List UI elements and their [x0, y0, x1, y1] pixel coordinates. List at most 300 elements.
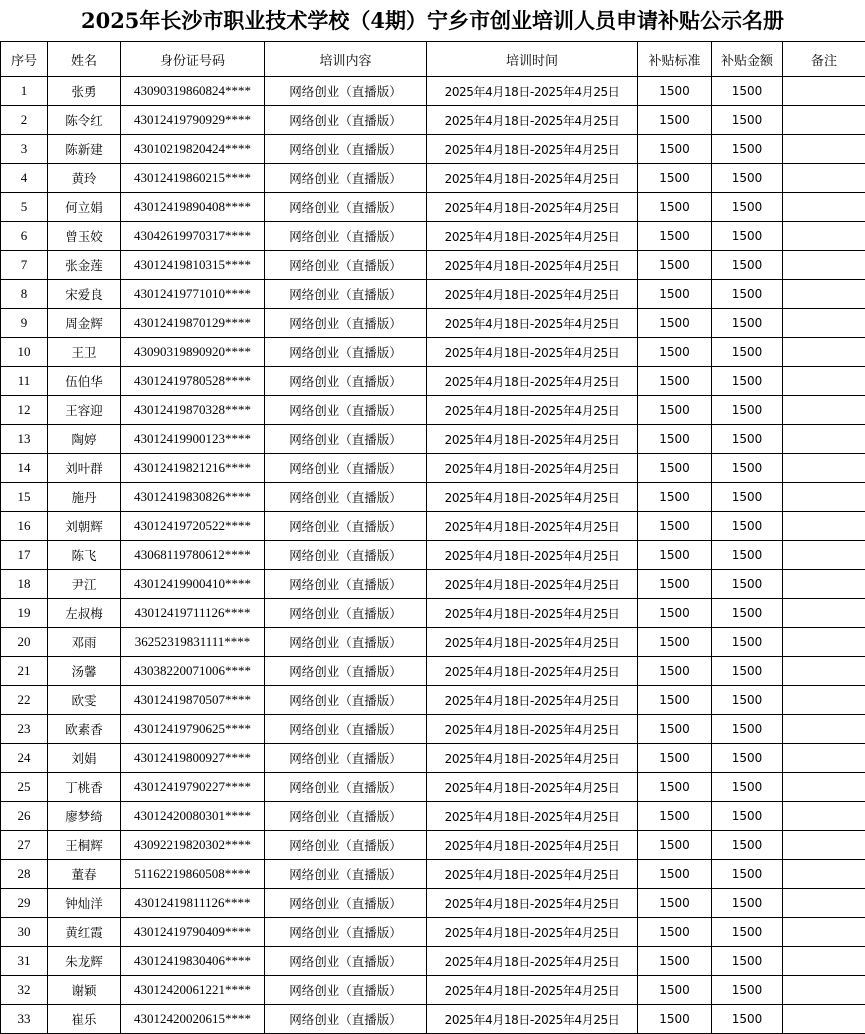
cell-name: 张金莲 [48, 251, 121, 280]
cell-no: 13 [1, 425, 48, 454]
cell-id-number: 43012419811126**** [121, 889, 265, 918]
column-header-note: 备注 [783, 42, 865, 77]
cell-name: 张勇 [48, 77, 121, 106]
column-header-name: 姓名 [48, 42, 121, 77]
cell-note [783, 396, 865, 425]
cell-subsidy-amount: 1500 [712, 135, 783, 164]
cell-subsidy-standard: 1500 [638, 396, 712, 425]
cell-no: 28 [1, 860, 48, 889]
cell-subsidy-amount: 1500 [712, 570, 783, 599]
column-header-amount: 补贴金额 [712, 42, 783, 77]
table-row [1, 802, 865, 831]
cell-id-number: 51162219860508**** [121, 860, 265, 889]
cell-name: 陈飞 [48, 541, 121, 570]
cell-id-number: 43012419771010**** [121, 280, 265, 309]
cell-training-period: 2025年4月18日-2025年4月25日 [427, 918, 638, 947]
cell-id-number: 43012419830406**** [121, 947, 265, 976]
cell-subsidy-standard: 1500 [638, 512, 712, 541]
cell-training-period: 2025年4月18日-2025年4月25日 [427, 454, 638, 483]
cell-training-period: 2025年4月18日-2025年4月25日 [427, 164, 638, 193]
cell-id-number: 43012419711126**** [121, 599, 265, 628]
cell-subsidy-standard: 1500 [638, 889, 712, 918]
cell-training-period: 2025年4月18日-2025年4月25日 [427, 367, 638, 396]
cell-training-period: 2025年4月18日-2025年4月25日 [427, 338, 638, 367]
cell-subsidy-standard: 1500 [638, 686, 712, 715]
cell-training-content: 网络创业（直播版） [265, 164, 427, 193]
cell-no: 8 [1, 280, 48, 309]
cell-id-number: 43012419790929**** [121, 106, 265, 135]
cell-subsidy-standard: 1500 [638, 454, 712, 483]
cell-training-period: 2025年4月18日-2025年4月25日 [427, 77, 638, 106]
cell-name: 尹江 [48, 570, 121, 599]
cell-note [783, 715, 865, 744]
cell-subsidy-standard: 1500 [638, 338, 712, 367]
table-row [1, 1005, 865, 1034]
table-row [1, 483, 865, 512]
cell-subsidy-standard: 1500 [638, 77, 712, 106]
table-row [1, 512, 865, 541]
cell-name: 谢颖 [48, 976, 121, 1005]
cell-training-content: 网络创业（直播版） [265, 280, 427, 309]
cell-training-period: 2025年4月18日-2025年4月25日 [427, 831, 638, 860]
cell-subsidy-amount: 1500 [712, 77, 783, 106]
cell-subsidy-standard: 1500 [638, 309, 712, 338]
table-row [1, 686, 865, 715]
cell-name: 廖梦绮 [48, 802, 121, 831]
cell-training-period: 2025年4月18日-2025年4月25日 [427, 947, 638, 976]
cell-id-number: 43012419860215**** [121, 164, 265, 193]
table-row [1, 918, 865, 947]
cell-note [783, 686, 865, 715]
cell-training-period: 2025年4月18日-2025年4月25日 [427, 860, 638, 889]
cell-name: 黄红霞 [48, 918, 121, 947]
cell-subsidy-standard: 1500 [638, 918, 712, 947]
cell-note [783, 251, 865, 280]
cell-id-number: 43012420061221**** [121, 976, 265, 1005]
cell-name: 王卫 [48, 338, 121, 367]
table-row [1, 309, 865, 338]
cell-subsidy-amount: 1500 [712, 164, 783, 193]
cell-id-number: 43012419900410**** [121, 570, 265, 599]
cell-no: 29 [1, 889, 48, 918]
cell-subsidy-standard: 1500 [638, 193, 712, 222]
cell-training-content: 网络创业（直播版） [265, 715, 427, 744]
cell-id-number: 43068119780612**** [121, 541, 265, 570]
cell-note [783, 1005, 865, 1034]
cell-no: 22 [1, 686, 48, 715]
table-row [1, 628, 865, 657]
cell-no: 4 [1, 164, 48, 193]
cell-training-period: 2025年4月18日-2025年4月25日 [427, 541, 638, 570]
cell-note [783, 135, 865, 164]
table-row [1, 222, 865, 251]
cell-subsidy-standard: 1500 [638, 715, 712, 744]
cell-name: 陈令红 [48, 106, 121, 135]
cell-training-content: 网络创业（直播版） [265, 251, 427, 280]
table-row [1, 860, 865, 889]
cell-training-content: 网络创业（直播版） [265, 77, 427, 106]
cell-subsidy-amount: 1500 [712, 657, 783, 686]
cell-subsidy-standard: 1500 [638, 947, 712, 976]
cell-subsidy-amount: 1500 [712, 338, 783, 367]
cell-training-content: 网络创业（直播版） [265, 831, 427, 860]
cell-no: 20 [1, 628, 48, 657]
cell-training-content: 网络创业（直播版） [265, 947, 427, 976]
cell-training-period: 2025年4月18日-2025年4月25日 [427, 773, 638, 802]
cell-note [783, 106, 865, 135]
cell-subsidy-amount: 1500 [712, 396, 783, 425]
cell-name: 董春 [48, 860, 121, 889]
cell-subsidy-standard: 1500 [638, 628, 712, 657]
cell-training-content: 网络创业（直播版） [265, 454, 427, 483]
cell-subsidy-standard: 1500 [638, 106, 712, 135]
cell-name: 欧素香 [48, 715, 121, 744]
cell-training-period: 2025年4月18日-2025年4月25日 [427, 657, 638, 686]
cell-no: 7 [1, 251, 48, 280]
cell-subsidy-amount: 1500 [712, 831, 783, 860]
cell-training-content: 网络创业（直播版） [265, 802, 427, 831]
cell-note [783, 367, 865, 396]
cell-training-content: 网络创业（直播版） [265, 425, 427, 454]
cell-id-number: 43012419870328**** [121, 396, 265, 425]
table-row [1, 976, 865, 1005]
cell-subsidy-amount: 1500 [712, 309, 783, 338]
cell-subsidy-amount: 1500 [712, 512, 783, 541]
cell-training-content: 网络创业（直播版） [265, 193, 427, 222]
table-row [1, 454, 865, 483]
cell-subsidy-amount: 1500 [712, 483, 783, 512]
cell-note [783, 77, 865, 106]
cell-name: 陶婷 [48, 425, 121, 454]
cell-subsidy-amount: 1500 [712, 860, 783, 889]
cell-subsidy-amount: 1500 [712, 193, 783, 222]
cell-id-number: 43012419720522**** [121, 512, 265, 541]
table-row [1, 77, 865, 106]
cell-id-number: 36252319831111**** [121, 628, 265, 657]
cell-note [783, 802, 865, 831]
cell-name: 邓雨 [48, 628, 121, 657]
cell-id-number: 43012420020615**** [121, 1005, 265, 1034]
cell-subsidy-standard: 1500 [638, 541, 712, 570]
cell-note [783, 164, 865, 193]
cell-name: 朱龙辉 [48, 947, 121, 976]
cell-name: 黄玲 [48, 164, 121, 193]
cell-training-period: 2025年4月18日-2025年4月25日 [427, 280, 638, 309]
cell-training-period: 2025年4月18日-2025年4月25日 [427, 744, 638, 773]
cell-training-content: 网络创业（直播版） [265, 918, 427, 947]
cell-subsidy-standard: 1500 [638, 425, 712, 454]
cell-subsidy-standard: 1500 [638, 570, 712, 599]
cell-no: 6 [1, 222, 48, 251]
cell-training-period: 2025年4月18日-2025年4月25日 [427, 889, 638, 918]
table-row [1, 570, 865, 599]
cell-training-content: 网络创业（直播版） [265, 773, 427, 802]
cell-note [783, 860, 865, 889]
cell-training-period: 2025年4月18日-2025年4月25日 [427, 193, 638, 222]
cell-id-number: 43012419900123**** [121, 425, 265, 454]
cell-note [783, 193, 865, 222]
cell-training-content: 网络创业（直播版） [265, 628, 427, 657]
cell-training-content: 网络创业（直播版） [265, 976, 427, 1005]
cell-training-content: 网络创业（直播版） [265, 599, 427, 628]
table-row [1, 773, 865, 802]
cell-no: 19 [1, 599, 48, 628]
cell-id-number: 43012419830826**** [121, 483, 265, 512]
cell-name: 崔乐 [48, 1005, 121, 1034]
table-row [1, 135, 865, 164]
cell-note [783, 541, 865, 570]
cell-training-content: 网络创业（直播版） [265, 483, 427, 512]
cell-note [783, 947, 865, 976]
cell-subsidy-standard: 1500 [638, 135, 712, 164]
cell-name: 丁桃香 [48, 773, 121, 802]
cell-id-number: 43012419810315**** [121, 251, 265, 280]
cell-training-content: 网络创业（直播版） [265, 309, 427, 338]
cell-no: 17 [1, 541, 48, 570]
cell-note [783, 976, 865, 1005]
table-row [1, 251, 865, 280]
cell-id-number: 43012420080301**** [121, 802, 265, 831]
table-row [1, 425, 865, 454]
cell-note [783, 570, 865, 599]
cell-note [783, 425, 865, 454]
roster-body [1, 77, 865, 1034]
cell-no: 9 [1, 309, 48, 338]
cell-no: 2 [1, 106, 48, 135]
cell-subsidy-standard: 1500 [638, 251, 712, 280]
cell-name: 欧雯 [48, 686, 121, 715]
cell-no: 31 [1, 947, 48, 976]
page-title: 2025年长沙市职业技术学校（4期）宁乡市创业培训人员申请补贴公示名册 [80, 8, 785, 33]
cell-no: 16 [1, 512, 48, 541]
cell-subsidy-amount: 1500 [712, 628, 783, 657]
cell-subsidy-amount: 1500 [712, 802, 783, 831]
cell-name: 王容迎 [48, 396, 121, 425]
cell-name: 陈新建 [48, 135, 121, 164]
cell-subsidy-amount: 1500 [712, 715, 783, 744]
cell-subsidy-standard: 1500 [638, 744, 712, 773]
cell-no: 14 [1, 454, 48, 483]
table-row [1, 657, 865, 686]
cell-subsidy-amount: 1500 [712, 1005, 783, 1034]
cell-no: 30 [1, 918, 48, 947]
cell-subsidy-amount: 1500 [712, 106, 783, 135]
cell-no: 3 [1, 135, 48, 164]
cell-no: 32 [1, 976, 48, 1005]
cell-name: 左叔梅 [48, 599, 121, 628]
cell-training-period: 2025年4月18日-2025年4月25日 [427, 483, 638, 512]
cell-no: 15 [1, 483, 48, 512]
column-header-id: 身份证号码 [121, 42, 265, 77]
cell-no: 25 [1, 773, 48, 802]
cell-note [783, 744, 865, 773]
cell-training-period: 2025年4月18日-2025年4月25日 [427, 251, 638, 280]
header-row [1, 42, 865, 77]
cell-id-number: 43090319860824**** [121, 77, 265, 106]
table-row [1, 367, 865, 396]
cell-name: 何立娟 [48, 193, 121, 222]
table-row [1, 338, 865, 367]
cell-training-period: 2025年4月18日-2025年4月25日 [427, 1005, 638, 1034]
cell-training-period: 2025年4月18日-2025年4月25日 [427, 135, 638, 164]
cell-subsidy-standard: 1500 [638, 1005, 712, 1034]
cell-name: 周金辉 [48, 309, 121, 338]
cell-training-period: 2025年4月18日-2025年4月25日 [427, 599, 638, 628]
cell-subsidy-standard: 1500 [638, 773, 712, 802]
cell-id-number: 43010219820424**** [121, 135, 265, 164]
cell-note [783, 599, 865, 628]
cell-note [783, 773, 865, 802]
cell-training-content: 网络创业（直播版） [265, 744, 427, 773]
cell-subsidy-amount: 1500 [712, 425, 783, 454]
cell-name: 汤馨 [48, 657, 121, 686]
cell-name: 刘朝辉 [48, 512, 121, 541]
cell-no: 10 [1, 338, 48, 367]
table-row [1, 889, 865, 918]
cell-subsidy-amount: 1500 [712, 541, 783, 570]
cell-note [783, 280, 865, 309]
cell-subsidy-standard: 1500 [638, 599, 712, 628]
cell-note [783, 512, 865, 541]
cell-training-period: 2025年4月18日-2025年4月25日 [427, 396, 638, 425]
cell-subsidy-amount: 1500 [712, 454, 783, 483]
cell-training-content: 网络创业（直播版） [265, 135, 427, 164]
table-row [1, 831, 865, 860]
cell-no: 33 [1, 1005, 48, 1034]
cell-id-number: 43090319890920**** [121, 338, 265, 367]
cell-training-period: 2025年4月18日-2025年4月25日 [427, 976, 638, 1005]
cell-training-content: 网络创业（直播版） [265, 338, 427, 367]
cell-note [783, 309, 865, 338]
cell-name: 宋爱良 [48, 280, 121, 309]
cell-name: 曾玉姣 [48, 222, 121, 251]
cell-name: 刘叶群 [48, 454, 121, 483]
cell-id-number: 43012419780528**** [121, 367, 265, 396]
cell-note [783, 628, 865, 657]
cell-id-number: 43042619970317**** [121, 222, 265, 251]
column-header-period: 培训时间 [427, 42, 638, 77]
column-header-standard: 补贴标准 [638, 42, 712, 77]
table-row [1, 715, 865, 744]
table-row [1, 541, 865, 570]
cell-subsidy-amount: 1500 [712, 599, 783, 628]
cell-subsidy-standard: 1500 [638, 976, 712, 1005]
cell-note [783, 222, 865, 251]
cell-no: 23 [1, 715, 48, 744]
roster-table [0, 41, 865, 1034]
cell-id-number: 43092219820302**** [121, 831, 265, 860]
cell-subsidy-standard: 1500 [638, 802, 712, 831]
cell-subsidy-amount: 1500 [712, 744, 783, 773]
cell-no: 27 [1, 831, 48, 860]
cell-subsidy-amount: 1500 [712, 251, 783, 280]
cell-training-content: 网络创业（直播版） [265, 541, 427, 570]
cell-training-content: 网络创业（直播版） [265, 222, 427, 251]
table-row [1, 599, 865, 628]
cell-id-number: 43038220071006**** [121, 657, 265, 686]
cell-training-content: 网络创业（直播版） [265, 106, 427, 135]
cell-id-number: 43012419800927**** [121, 744, 265, 773]
cell-training-period: 2025年4月18日-2025年4月25日 [427, 628, 638, 657]
cell-training-content: 网络创业（直播版） [265, 1005, 427, 1034]
table-row [1, 744, 865, 773]
table-row [1, 396, 865, 425]
cell-training-period: 2025年4月18日-2025年4月25日 [427, 425, 638, 454]
table-row [1, 193, 865, 222]
cell-name: 伍伯华 [48, 367, 121, 396]
cell-training-period: 2025年4月18日-2025年4月25日 [427, 686, 638, 715]
cell-subsidy-standard: 1500 [638, 222, 712, 251]
cell-training-period: 2025年4月18日-2025年4月25日 [427, 802, 638, 831]
cell-training-period: 2025年4月18日-2025年4月25日 [427, 222, 638, 251]
column-header-no: 序号 [1, 42, 48, 77]
cell-note [783, 831, 865, 860]
table-row [1, 164, 865, 193]
cell-note [783, 338, 865, 367]
cell-training-period: 2025年4月18日-2025年4月25日 [427, 106, 638, 135]
cell-subsidy-standard: 1500 [638, 367, 712, 396]
cell-no: 21 [1, 657, 48, 686]
cell-name: 王桐辉 [48, 831, 121, 860]
cell-subsidy-standard: 1500 [638, 860, 712, 889]
cell-training-content: 网络创业（直播版） [265, 367, 427, 396]
cell-id-number: 43012419870507**** [121, 686, 265, 715]
cell-subsidy-standard: 1500 [638, 483, 712, 512]
column-header-content: 培训内容 [265, 42, 427, 77]
cell-name: 刘娟 [48, 744, 121, 773]
cell-name: 钟灿洋 [48, 889, 121, 918]
cell-no: 1 [1, 77, 48, 106]
cell-subsidy-amount: 1500 [712, 947, 783, 976]
cell-subsidy-amount: 1500 [712, 367, 783, 396]
cell-id-number: 43012419870129**** [121, 309, 265, 338]
cell-note [783, 889, 865, 918]
cell-subsidy-amount: 1500 [712, 686, 783, 715]
cell-id-number: 43012419821216**** [121, 454, 265, 483]
cell-note [783, 657, 865, 686]
cell-subsidy-amount: 1500 [712, 976, 783, 1005]
cell-training-content: 网络创业（直播版） [265, 512, 427, 541]
cell-training-period: 2025年4月18日-2025年4月25日 [427, 570, 638, 599]
cell-training-content: 网络创业（直播版） [265, 686, 427, 715]
cell-id-number: 43012419890408**** [121, 193, 265, 222]
cell-id-number: 43012419790625**** [121, 715, 265, 744]
cell-subsidy-standard: 1500 [638, 280, 712, 309]
cell-subsidy-standard: 1500 [638, 657, 712, 686]
cell-note [783, 454, 865, 483]
cell-training-content: 网络创业（直播版） [265, 889, 427, 918]
cell-id-number: 43012419790409**** [121, 918, 265, 947]
cell-no: 18 [1, 570, 48, 599]
cell-note [783, 483, 865, 512]
cell-id-number: 43012419790227**** [121, 773, 265, 802]
cell-no: 12 [1, 396, 48, 425]
table-row [1, 106, 865, 135]
cell-training-period: 2025年4月18日-2025年4月25日 [427, 512, 638, 541]
cell-subsidy-amount: 1500 [712, 918, 783, 947]
cell-training-content: 网络创业（直播版） [265, 396, 427, 425]
cell-no: 5 [1, 193, 48, 222]
cell-no: 24 [1, 744, 48, 773]
cell-training-content: 网络创业（直播版） [265, 570, 427, 599]
cell-note [783, 918, 865, 947]
cell-training-content: 网络创业（直播版） [265, 657, 427, 686]
table-row [1, 947, 865, 976]
cell-training-period: 2025年4月18日-2025年4月25日 [427, 309, 638, 338]
cell-name: 施丹 [48, 483, 121, 512]
cell-subsidy-amount: 1500 [712, 773, 783, 802]
table-row [1, 280, 865, 309]
